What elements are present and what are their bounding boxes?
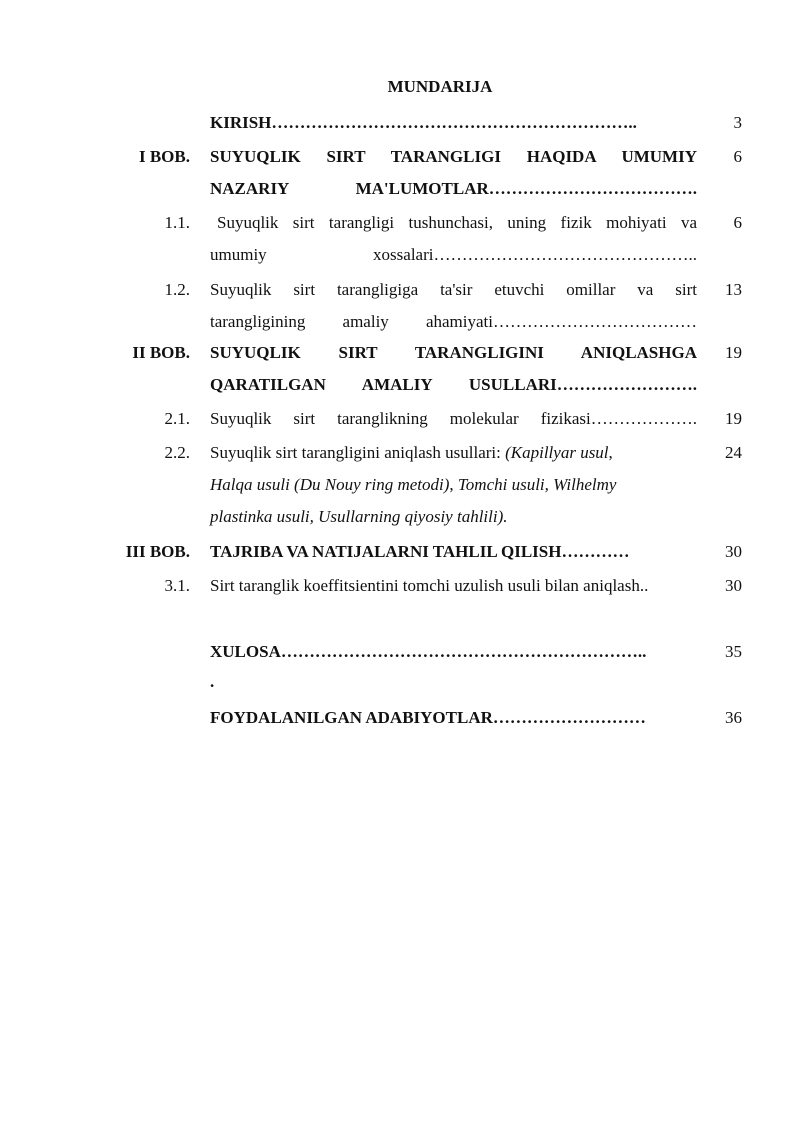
toc-entry-2-2-line2-b: Tomchi usuli, Wilhelmy — [457, 475, 617, 494]
toc-page-kirish: 3 — [733, 113, 742, 132]
toc-page-2-bob: 19 — [725, 343, 742, 362]
toc-label-2-1: 2.1. — [164, 409, 190, 428]
toc-label-1-1: 1.1. — [164, 213, 190, 232]
toc-entry-1-bob-line2: NAZARIY MA'LUMOTLAR………………………………. — [210, 179, 697, 198]
toc-label-3-1: 3.1. — [164, 576, 190, 595]
toc-entry-2-bob-line1: SUYUQLIK SIRT TARANGLIGINI ANIQLASHGA — [210, 343, 697, 362]
toc-entry-2-2-line1-tail: , — [608, 443, 613, 462]
toc-entry-3-bob-line1: TAJRIBA VA NATIJALARNI TAHLIL QILISH………… — [210, 542, 630, 561]
toc-entry-2-2-line1-italic: (Kapillyar usul — [505, 443, 609, 462]
toc-entry-1-1-line2: umumiy xossalari……………………………………….. — [210, 245, 697, 264]
toc-label-2-2: 2.2. — [164, 443, 190, 462]
toc-page-2-1: 19 — [725, 409, 742, 428]
toc-entry-2-2-line3: plastinka usuli, Usullarning qiyosiy tahlili). — [210, 507, 508, 526]
toc-entry-2-2-line2 — [210, 475, 616, 495]
toc-entry-2-2-line1-normal: Suyuqlik sirt tarangligini aniqlash usullari: — [210, 443, 506, 462]
page-title: MUNDARIJA — [387, 77, 493, 96]
toc-entry-1-2-line1: Suyuqlik sirt tarangligiga ta'sir etuvchi omillar va sirt — [210, 280, 697, 299]
toc-entry-xulosa-dot: . — [210, 672, 215, 691]
toc-page-adabiyotlar: 36 — [725, 708, 742, 727]
toc-page-xulosa: 35 — [725, 642, 742, 661]
toc-entry-2-2-line2-sep: , — [449, 475, 458, 494]
toc-label-2-bob: II BOB. — [132, 343, 190, 362]
toc-entry-1-bob-line1: SUYUQLIK SIRT TARANGLIGI HAQIDA UMUMIY — [210, 147, 697, 166]
toc-page-1-bob: 6 — [733, 147, 742, 166]
toc-entry-1-2-line2: tarangligining amaliy ahamiyati……………………………… — [210, 312, 697, 331]
toc-page-3-bob: 30 — [725, 542, 742, 561]
toc-entry-adabiyotlar: FOYDALANILGAN ADABIYOTLAR……………………… — [210, 708, 646, 727]
toc-entry-kirish: KIRISH……………………………………………………….. — [210, 113, 637, 132]
toc-label-3-bob: III BOB. — [125, 542, 190, 561]
toc-page-1-2: 13 — [725, 280, 742, 299]
toc-page-3-1: 30 — [725, 576, 742, 595]
toc-entry-1-1-line1: Suyuqlik sirt tarangligi tushunchasi, uning fizik mohiyati va — [217, 213, 697, 232]
toc-entry-2-bob-line2: QARATILGAN AMALIY USULLARI……………………. — [210, 375, 697, 394]
toc-entry-2-1-line1: Suyuqlik sirt taranglikning molekular fizikasi………………. — [210, 409, 697, 428]
toc-label-1-bob: I BOB. — [138, 147, 190, 166]
toc-page-1-1: 6 — [733, 213, 742, 232]
toc-entry-3-1-line1: Sirt taranglik koeffitsientini tomchi uzulish usuli bilan aniqlash.. — [210, 576, 649, 595]
toc-entry-xulosa: XULOSA……………………………………………………….. — [210, 642, 647, 661]
toc-page-2-2: 24 — [725, 443, 742, 462]
toc-entry-2-2-line2-a: Halqa usuli (Du Nouy ring metodi) — [210, 475, 450, 494]
toc-label-1-2: 1.2. — [164, 280, 190, 299]
